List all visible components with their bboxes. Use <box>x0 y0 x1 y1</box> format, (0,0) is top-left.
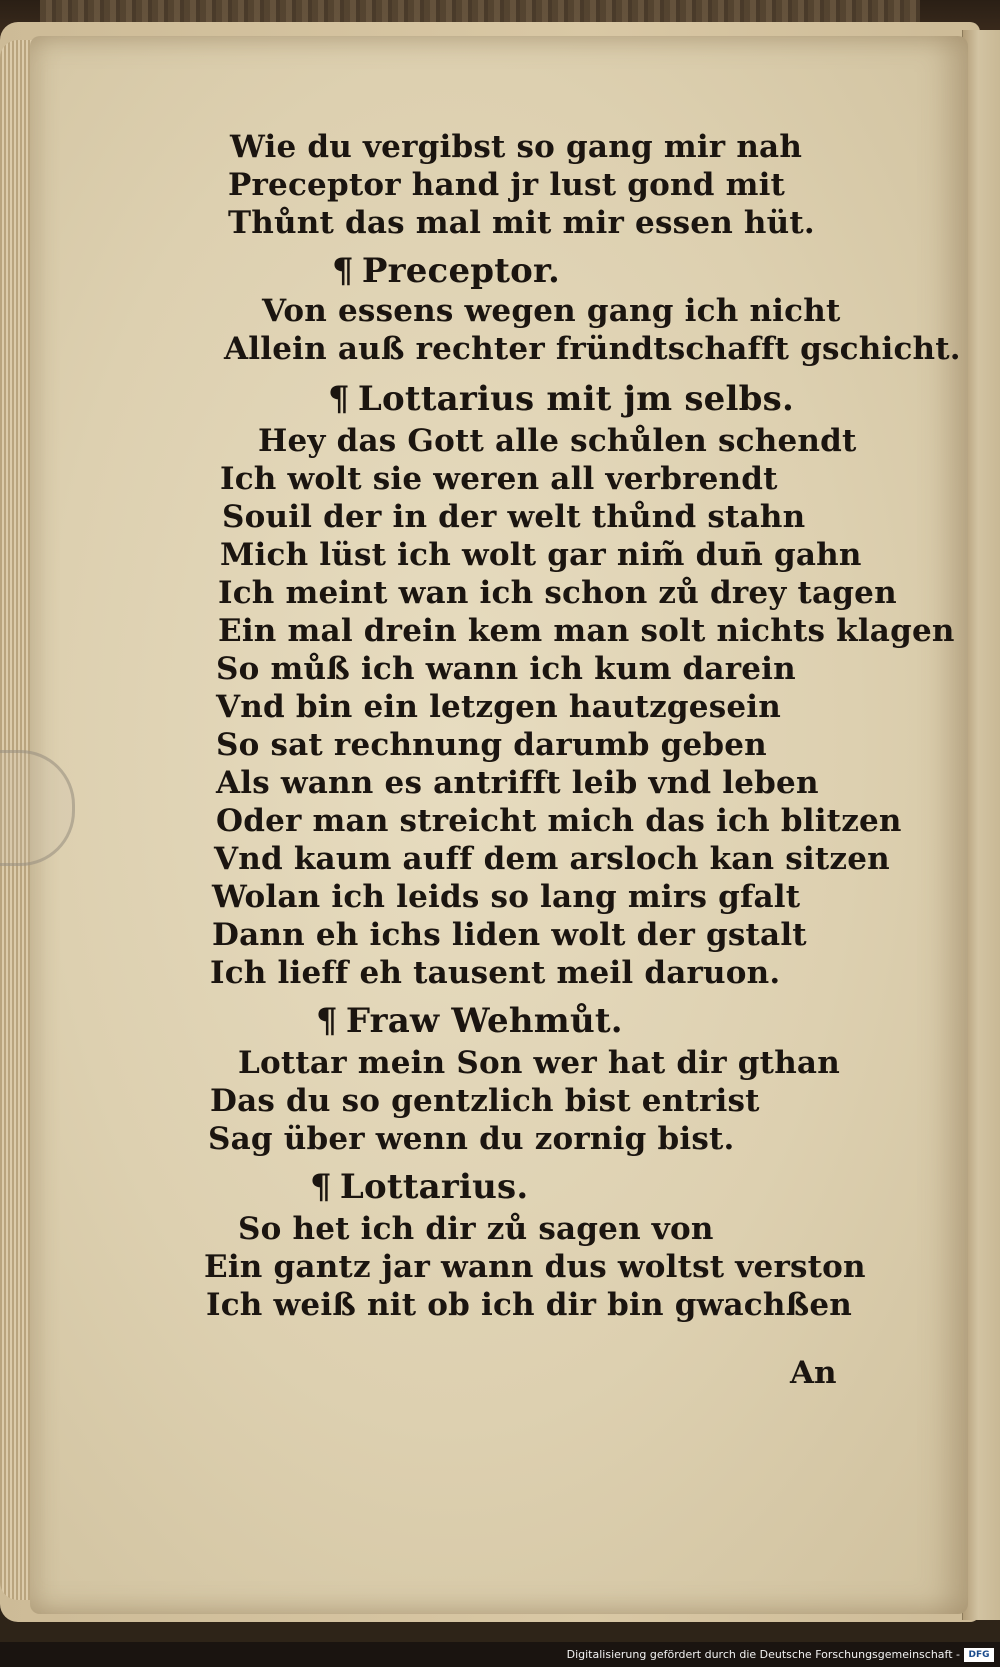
verse-text: Ich wolt sie weren all verbrendt <box>220 461 778 497</box>
verse-text: Ich meint wan ich schon zů drey tagen <box>218 575 897 611</box>
pilcrow-mark: ¶ <box>310 1167 332 1207</box>
speaker-name: Lottarius. <box>339 1167 529 1207</box>
verse-line <box>216 650 796 688</box>
catchword: An <box>790 1355 837 1391</box>
speaker-name: Preceptor. <box>361 251 561 291</box>
verse-line <box>216 764 819 802</box>
verse-text: Das du so gentzlich bist entrist <box>210 1083 760 1119</box>
dfg-logo: DFG <box>964 1648 994 1662</box>
verse-line <box>210 1082 760 1120</box>
pilcrow-mark: ¶ <box>328 379 350 419</box>
verse-text: Oder man streicht mich das ich blitzen <box>216 803 902 839</box>
verse-line <box>224 330 961 368</box>
verse-line <box>218 574 897 612</box>
verse-line <box>210 954 780 992</box>
verse-text: Allein auß rechter fründtschafft gschicht. <box>224 331 961 367</box>
speaker-heading <box>310 1168 528 1206</box>
verse-text: Als wann es antrifft leib vnd leben <box>216 765 819 801</box>
speaker-heading <box>328 380 794 418</box>
verse-line <box>216 726 767 764</box>
verse-text: Ich lieff eh tausent meil daruon. <box>210 955 781 991</box>
speaker-name: Fraw Wehmůt. <box>345 1001 623 1041</box>
verse-line <box>216 802 902 840</box>
verse-text: Lottar mein Son wer hat dir gthan <box>238 1045 840 1081</box>
verse-text: Von essens wegen gang ich nicht <box>262 293 841 329</box>
verse-line <box>258 422 857 460</box>
verse-text: Ich weiß nit ob ich dir bin gwachßen <box>206 1287 853 1323</box>
verse-line <box>218 612 955 650</box>
verse-line <box>206 1286 852 1324</box>
verse-text: Ein gantz jar wann dus woltst verston <box>204 1249 866 1285</box>
speaker-heading <box>316 1002 623 1040</box>
verse-line <box>262 292 841 330</box>
verse-line <box>214 840 890 878</box>
verse-line <box>238 1044 840 1082</box>
verse-text: Wie du vergibst so gang mir nah <box>230 129 803 165</box>
verse-text: Wolan ich leids so lang mirs gfalt <box>212 879 801 915</box>
verse-line <box>238 1210 714 1248</box>
pilcrow-mark: ¶ <box>332 251 354 291</box>
verse-line <box>228 166 785 204</box>
verse-text: Vnd bin ein letzgen hautzgesein <box>216 689 782 725</box>
speaker-heading <box>332 252 560 290</box>
verse-text: Sag über wenn du zornig bist. <box>208 1121 735 1157</box>
verse-line <box>228 204 815 242</box>
verse-line <box>220 460 778 498</box>
pilcrow-mark: ¶ <box>316 1001 338 1041</box>
verse-text: Ein mal drein kem man solt nichts klagen <box>218 613 955 649</box>
verse-line <box>204 1248 866 1286</box>
verse-line <box>208 1120 735 1158</box>
digitization-credit: Digitalisierung gefördert durch die Deutsche Forschungsgemeinschaft - <box>566 1648 960 1661</box>
verse-text: Mich lüst ich wolt gar nim̃ dun̄ gahn <box>220 537 862 573</box>
speaker-name: Lottarius mit jm selbs. <box>357 379 794 419</box>
verse-text: Dann eh ichs liden wolt der gstalt <box>212 917 807 953</box>
verse-text: So můß ich wann ich kum darein <box>216 651 796 687</box>
verse-text: Hey das Gott alle schůlen schendt <box>258 423 857 459</box>
verse-line <box>212 916 807 954</box>
verse-line <box>230 128 802 166</box>
verse-line <box>222 498 805 536</box>
verse-text: Preceptor hand jr lust gond mit <box>228 167 786 203</box>
verse-text: Thůnt das mal mit mir essen hüt. <box>228 205 815 241</box>
verse-text: Vnd kaum auff dem arsloch kan sitzen <box>214 841 890 877</box>
verse-text: So sat rechnung darumb geben <box>216 727 767 763</box>
verse-line <box>212 878 800 916</box>
verse-line <box>220 536 862 574</box>
verse-line <box>216 688 781 726</box>
verse-text: So het ich dir zů sagen von <box>238 1211 714 1247</box>
verse-text: Souil der in der welt thůnd stahn <box>222 499 806 535</box>
